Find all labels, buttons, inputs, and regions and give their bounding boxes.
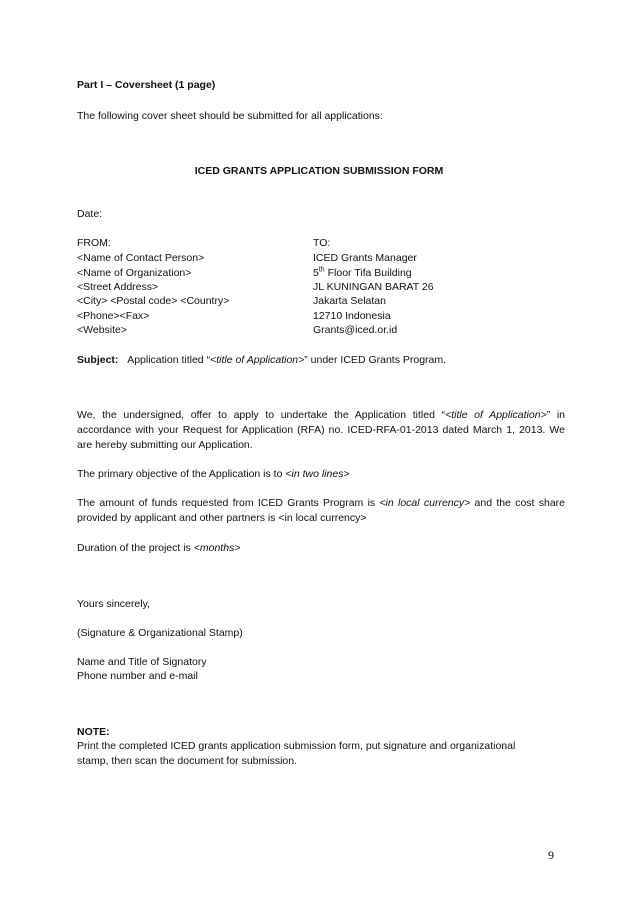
subject-line (77, 353, 446, 367)
signatory-contact: Phone number and e-mail (77, 670, 198, 682)
from-organization: <Name of Organization> (77, 267, 192, 279)
date-label: Date: (77, 208, 103, 220)
from-website: <Website> (77, 324, 128, 336)
funds-currency-placeholder: <in local currency> (379, 497, 471, 509)
objective-placeholder: <in two lines> (285, 468, 350, 480)
note-label: NOTE: (77, 726, 110, 738)
duration-text: Duration of the project is (77, 542, 194, 554)
duration-line (77, 541, 240, 555)
note-line-1: Print the completed ICED grants application submission form, put signature and organizational (77, 740, 516, 752)
offer-title-placeholder: <title of Application> (445, 409, 547, 421)
funds-line-1-end: and the cost share (470, 497, 565, 509)
to-street: JL KUNINGAN BARAT 26 (313, 281, 434, 293)
subject-post: ” under ICED Grants Program. (304, 354, 447, 366)
to-floor (313, 266, 412, 280)
funds-paragraph (77, 496, 565, 526)
offer-paragraph (77, 408, 565, 453)
objective-line (77, 467, 350, 481)
subject-title-placeholder: <title of Application> (210, 354, 305, 366)
to-label: TO: (313, 237, 331, 249)
to-postal-country: 12710 Indonesia (313, 310, 391, 322)
form-title: ICED GRANTS APPLICATION SUBMISSION FORM (194, 165, 444, 177)
signature-label: (Signature & Organizational Stamp) (77, 627, 243, 639)
subject-pre: Application titled “ (127, 354, 211, 366)
page-number: 9 (548, 848, 554, 862)
funds-line-1-text: The amount of funds requested from ICED Grants Program is (77, 497, 380, 509)
offer-line-1-end: ” in (546, 409, 565, 421)
to-floor-number: 5 (313, 267, 319, 279)
signatory-name-title: Name and Title of Signatory (77, 656, 207, 668)
to-recipient: ICED Grants Manager (313, 252, 417, 264)
offer-line-2: accordance with your Request for Application (RFA) no. ICED-RFA-01-2013 dated March 1, 2013. We (77, 424, 565, 436)
offer-line-3: are hereby submitting our Application. (77, 439, 253, 451)
from-street-address: <Street Address> (77, 281, 159, 293)
to-floor-building: Floor Tifa Building (324, 267, 412, 279)
from-phone-fax: <Phone><Fax> (77, 310, 150, 322)
from-city-postal-country: <City> <Postal code> <Country> (77, 295, 230, 307)
note-line-2: stamp, then scan the document for submission. (77, 755, 298, 767)
intro-text: The following cover sheet should be submitted for all applications: (77, 110, 383, 122)
funds-line-1 (77, 496, 565, 511)
objective-text: The primary objective of the Application is to (77, 468, 286, 480)
from-contact-person: <Name of Contact Person> (77, 252, 205, 264)
offer-line-1 (77, 408, 565, 423)
duration-placeholder: <months> (193, 542, 241, 554)
to-email: Grants@iced.or.id (313, 324, 398, 336)
from-label: FROM: (77, 237, 111, 249)
to-floor-suffix: th (318, 266, 325, 274)
subject-label: Subject: (77, 354, 119, 366)
to-city: Jakarta Selatan (313, 295, 386, 307)
closing-text: Yours sincerely, (77, 598, 150, 610)
section-heading: Part I – Coversheet (1 page) (77, 79, 216, 91)
offer-line-1-text: We, the undersigned, offer to apply to undertake the Application titled “ (77, 409, 446, 421)
funds-line-2: provided by applicant and other partners is <in local currency> (77, 512, 367, 524)
